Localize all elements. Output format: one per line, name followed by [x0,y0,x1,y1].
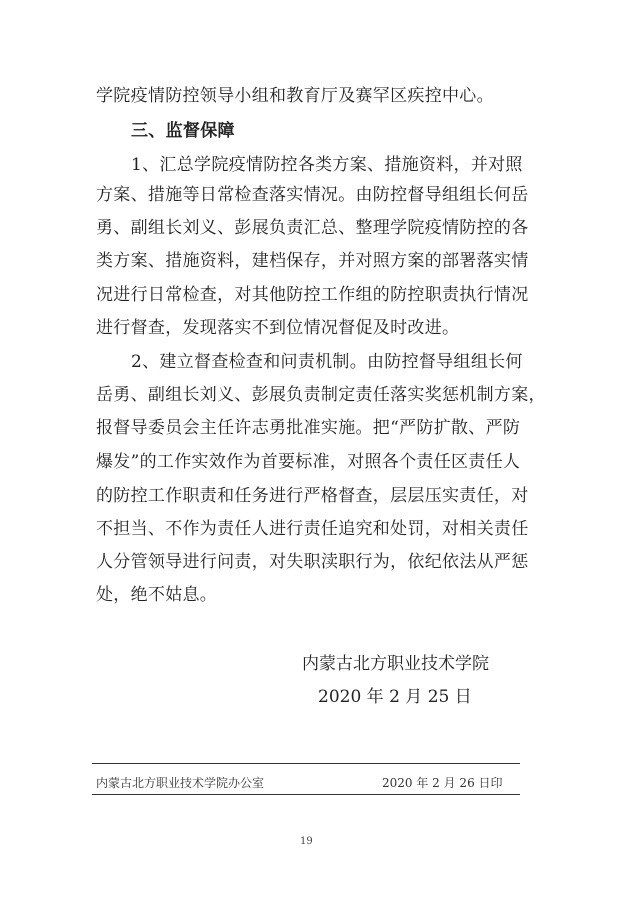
body-line: 不担当、不作为责任人进行责任追究和处罚，对相关责任 [96,519,529,539]
body-line: 报督导委员会主任许志勇批准实施。把“严防扩散、严防 [96,418,521,438]
body-line: 方案、措施等日常检查落实情况。由防控督导组组长何岳 [96,185,529,205]
section-heading: 三、监督保障 [131,121,235,141]
footer-office: 内蒙古北方职业技术学院办公室 [96,776,265,790]
body-line: 勇、副组长刘义、彭展负责汇总、整理学院疫情防控的各 [96,218,529,238]
body-line: 况进行日常检查，对其他防控工作组的防控职责执行情况 [96,285,529,305]
footer-printed-date: 2020 年 2 月 26 日印 [382,776,503,790]
body-line: 处，绝不姑息。 [96,585,218,605]
signature-date: 2020 年 2 月 25 日 [318,687,472,707]
body-line: 岳勇、副组长刘义、彭展负责制定责任落实奖惩机制方案， [96,385,546,405]
page-number: 19 [300,836,313,847]
body-line: 进行督查，发现落实不到位情况督促及时改进。 [96,318,460,338]
body-line: 2、建立督查检查和问责机制。由防控督导组组长何 [131,352,523,372]
body-line: 人分管领导进行问责，对失职渎职行为，依纪依法从严惩 [96,552,529,572]
signature-organization: 内蒙古北方职业技术学院 [302,654,489,674]
footer-bottom-rule [92,794,520,795]
body-line: 类方案、措施资料，建档保存，并对照方案的部署落实情 [96,251,529,271]
body-line: 的防控工作职责和任务进行严格督查，层层压实责任，对 [96,486,529,506]
body-line: 爆发”的工作实效作为首要标准，对照各个责任区责任人 [96,452,521,472]
footer-top-rule [92,763,520,764]
body-line: 1、汇总学院疫情防控各类方案、措施资料，并对照 [131,155,523,175]
body-line: 学院疫情防控领导小组和教育厅及赛罕区疾控中心。 [96,86,494,106]
